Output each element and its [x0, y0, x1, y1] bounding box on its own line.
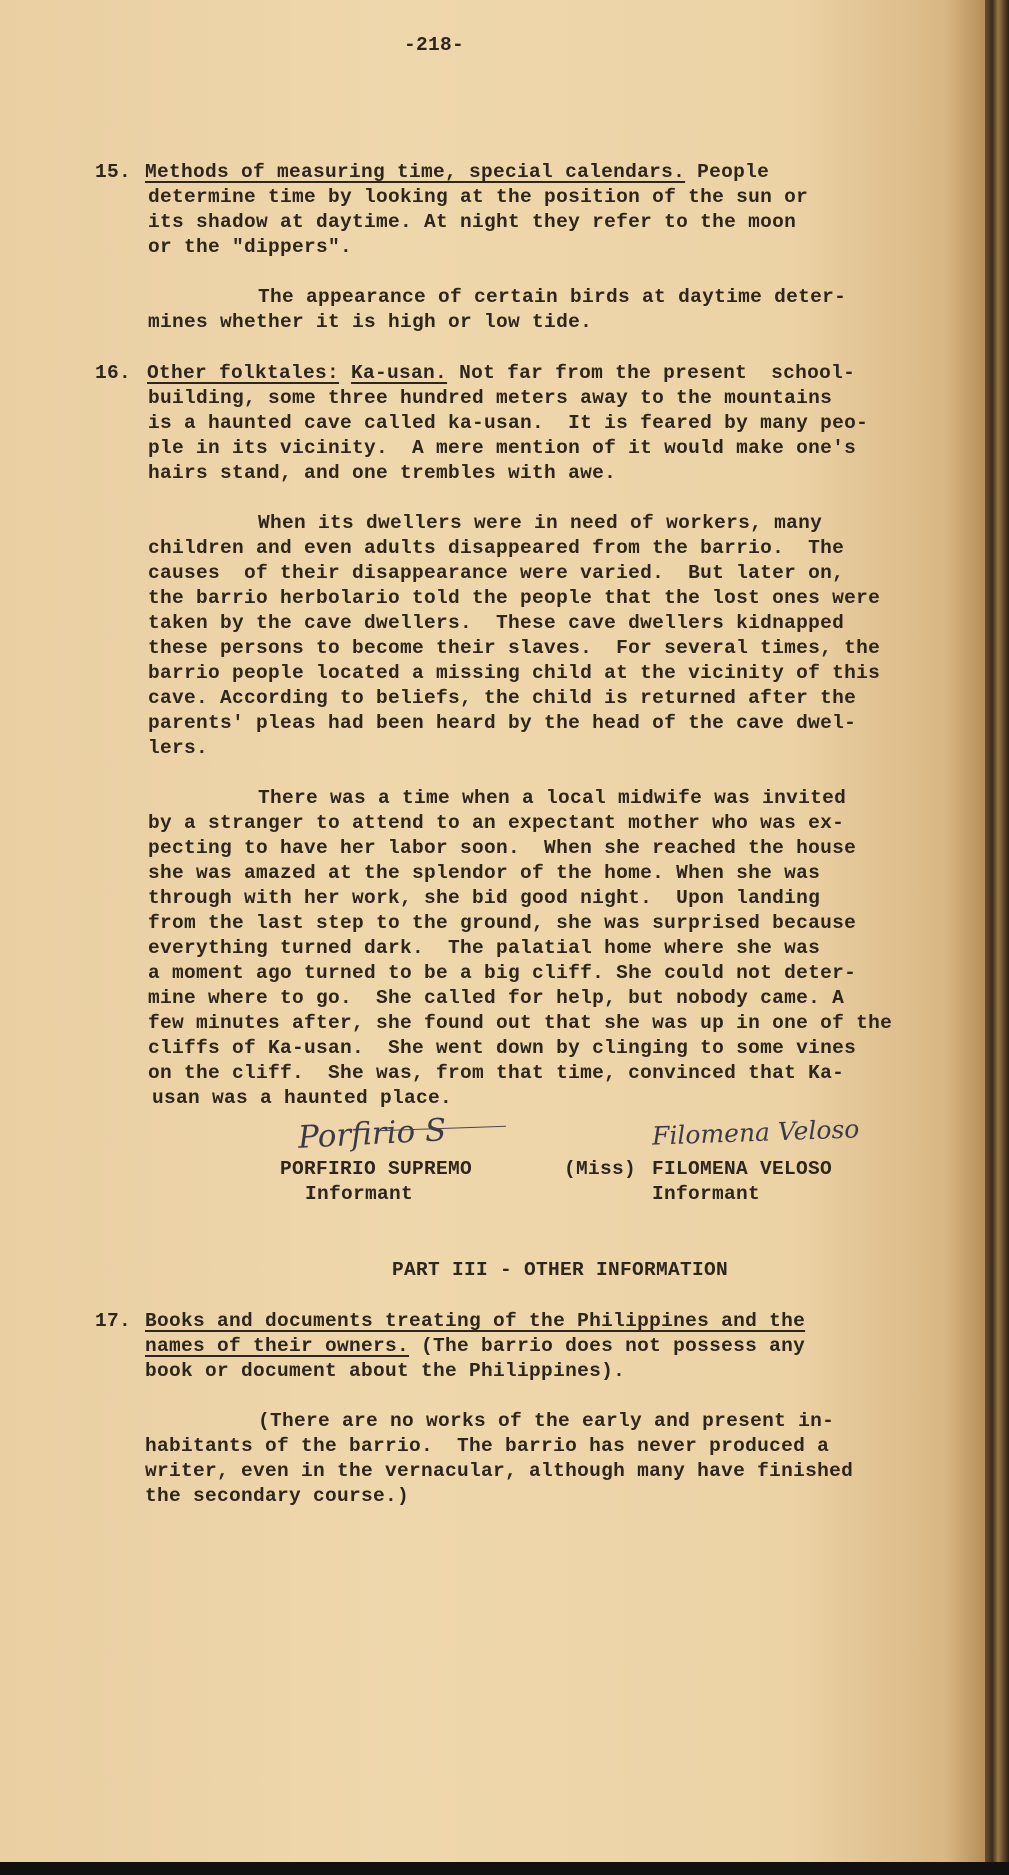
item-17-para2-line: the secondary course.): [145, 1485, 410, 1507]
item-17-number: 17.: [95, 1310, 132, 1332]
item-16-line: is a haunted cave called ka-usan. It is feared by many peo-: [148, 412, 869, 434]
signer-1-role: Informant: [305, 1183, 414, 1205]
item-16-first-line: [147, 361, 855, 386]
item-16-para3-line: mine where to go. She called for help, but nobody came. A: [148, 987, 845, 1009]
item-16-para3-line: on the cliff. She was, from that time, convinced that Ka-: [148, 1062, 845, 1084]
item-15-line: determine time by looking at the position of the sun or: [148, 186, 809, 208]
item-15-line: its shadow at daytime. At night they refer to the moon: [148, 211, 797, 233]
item-16-para3-line: few minutes after, she found out that she was up in one of the: [148, 1012, 893, 1034]
item-16-para3-line: everything turned dark. The palatial home where she was: [148, 937, 821, 959]
item-16-para3-line: she was amazed at the splendor of the home. When she was: [148, 862, 821, 884]
item-16-line: ple in its vicinity. A mere mention of it would make one's: [148, 437, 857, 459]
item-16-para2-line: parents' pleas had been heard by the head of the cave dwel-: [148, 712, 857, 734]
item-16-para2-line: these persons to become their slaves. For several times, the: [148, 637, 881, 659]
item-16-para2-line: the barrio herbolario told the people that the lost ones were: [148, 587, 881, 609]
item-15-number: 15.: [95, 161, 132, 183]
item-16-para3-line: pecting to have her labor soon. When she reached the house: [148, 837, 857, 859]
part-3-heading: PART III - OTHER INFORMATION: [392, 1259, 729, 1281]
item-15-first-line-rest: People: [685, 161, 770, 183]
item-16-first-line-rest: Not far from the present school-: [447, 362, 856, 384]
item-16-para3-line: by a stranger to attend to an expectant mother who was ex-: [148, 812, 845, 834]
item-16-para3-line: There was a time when a local midwife was invited: [258, 787, 847, 809]
signer-2-prefix: (Miss): [564, 1158, 637, 1180]
item-16-para3-line: usan was a haunted place.: [152, 1087, 453, 1109]
item-16-para3-line: a moment ago turned to be a big cliff. She could not deter-: [148, 962, 857, 984]
item-15-first-line: [145, 160, 769, 185]
item-16-para2-line: When its dwellers were in need of workers, many: [258, 512, 823, 534]
item-17-para2-line: habitants of the barrio. The barrio has never produced a: [145, 1435, 830, 1457]
item-16-subtitle: Ka-usan.: [351, 362, 448, 384]
item-15-title: Methods of measuring time, special calendars.: [145, 161, 686, 183]
item-16-para2-line: lers.: [148, 737, 209, 759]
item-16-para2-line: causes of their disappearance were varied. But later on,: [148, 562, 845, 584]
item-15-line: or the "dippers".: [148, 236, 353, 258]
item-15-para2-line: mines whether it is high or low tide.: [148, 311, 593, 333]
item-16-para2-line: barrio people located a missing child at the vicinity of this: [148, 662, 881, 684]
page-number: -218-: [404, 34, 465, 56]
item-16-title: Other folktales:: [147, 362, 340, 384]
item-16-number: 16.: [95, 362, 132, 384]
item-16-line: hairs stand, and one trembles with awe.: [148, 462, 617, 484]
item-17-title-line-2: names of their owners.: [145, 1335, 410, 1357]
signature-filomena: Filomena Veloso: [651, 1114, 860, 1151]
item-16-para3-line: from the last step to the ground, she was surprised because: [148, 912, 857, 934]
item-17-line-2-rest: (The barrio does not possess any: [409, 1335, 806, 1357]
item-16-para3-line: cliffs of Ka-usan. She went down by clinging to some vines: [148, 1037, 857, 1059]
item-17-para2-line: writer, even in the vernacular, although many have finished: [145, 1460, 854, 1482]
item-17-para2-line: (There are no works of the early and present in-: [258, 1410, 835, 1432]
item-17-line: book or document about the Philippines).: [145, 1360, 626, 1382]
item-17-line-2: [145, 1334, 805, 1359]
item-16-para2-line: cave. According to beliefs, the child is returned after the: [148, 687, 857, 709]
book-binding-edge: [985, 0, 1009, 1875]
item-17-title-line-1: Books and documents treating of the Philippines and the: [145, 1310, 806, 1332]
signature-porfirio: Porfirio S: [297, 1112, 448, 1156]
item-16-para2-line: children and even adults disappeared from the barrio. The: [148, 537, 845, 559]
signer-1-name: PORFIRIO SUPREMO: [280, 1158, 473, 1180]
signer-2-name: FILOMENA VELOSO: [652, 1158, 833, 1180]
signer-2-role: Informant: [652, 1183, 761, 1205]
bottom-edge: [0, 1862, 1009, 1875]
item-16-para2-line: taken by the cave dwellers. These cave dwellers kidnapped: [148, 612, 845, 634]
item-16-para3-line: through with her work, she bid good night. Upon landing: [148, 887, 821, 909]
item-16-line: building, some three hundred meters away to the mountains: [148, 387, 833, 409]
item-15-para2-line: The appearance of certain birds at daytime deter-: [258, 286, 847, 308]
